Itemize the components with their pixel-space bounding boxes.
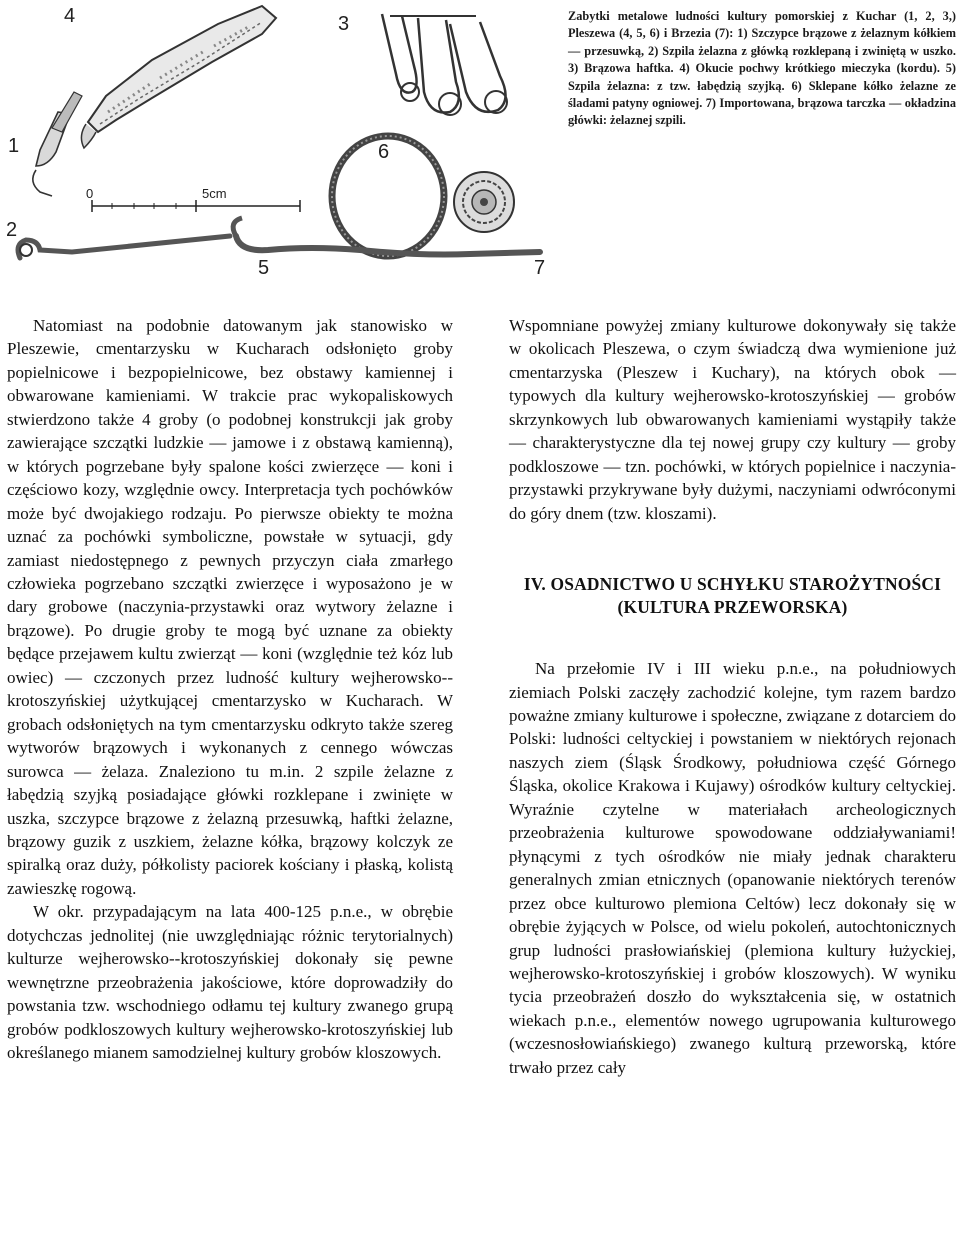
right-paragraph-1: Wspomniane powyżej zmiany kulturowe dokonywały się także w okolicach Pleszewa, o czym świadczą dwa wymienione już cmentarzyska (Pleszew i Kuchary), na których obok — typowych dla kultury wejherowsko-krotoszyńskiej — grobów skrzynkowych lub obwarowanych kamieniami wystąpiły także — charakterystyczne dla tej nowej grupy czy kultury — groby podkloszowe — tzn. pochówki, w których popielnice i naczynia-przystawki przykrywane były dużymi, naczyniami odwróconymi do góry dnem (tzw. kloszami). xyxy=(509,316,956,523)
left-paragraph-2: W okr. przypadającym na lata 400-125 p.n.e., w obrębie dotychczas jednolitej (nie uwzględniając różnic terytorialnych) kulturze wejherowsko--krotoszyńskiej dokonały się pewne wewnętrzne przeobrażenia jakościowe, które doprowadziły do powstania tzw. wschodniego odłamu tej kultury zwanego grupą grobów podkloszowych kultury wejherowsko-krotoszyńskiej lub określanego mianem samodzielnej kultury grobów kloszowych. xyxy=(7,902,453,1063)
left-column xyxy=(7,314,453,1065)
right-paragraph-2: Na przełomie IV i III wieku p.n.e., na południowych ziemiach Polski zaczęły zachodzić kolejne, tym razem bardzo poważne zmiany kulturowe i społeczne, związane z dotarciem do Polski: ludności celtyckiej i powstaniem w niektórych rejonach naszych ziem (Śląsk Środkowy, południowa część Górnego Śląska, okolice Krakowa i Kujawy) ośrodków kultury celtyckiej. Wyraźnie czytelne w materiałach archeologicznych przeobrażenia kulturowe spowodowane oddziaływaniami! płynącymi z tych ośrodków nie miały jednak charakteru generalnych zmian etnicznych (opanowanie niektórych terenów przez obce kulturowo plemiona Celtów) lecz dokonały się w obrębie żyjących w Polsce, od wielu pokoleń, autochtonicznych grup ludności prasłowiańskiej (plemiona kultury łużyckiej, wejherowsko-krotoszyńskiej i grobów kloszowych). W wyniku tycia przeobrażeń doszło do wykształcenia się, w ostatnich wiekach p.n.e., elementów nowego ugrupowania kulturowego (wczesnosłowiańskiego) zwanego kulturą przeworską, które trwało przez cały xyxy=(509,659,956,1077)
scabbard-fitting-drawing xyxy=(81,6,276,148)
scale-zero-label: 0 xyxy=(86,186,94,201)
artifacts-illustration xyxy=(0,0,560,285)
right-column xyxy=(509,314,956,1079)
figure-label-2: 2 xyxy=(6,219,18,241)
scale-bar xyxy=(86,186,300,212)
figure-label-4: 4 xyxy=(64,5,76,27)
figure-label-6: 6 xyxy=(378,141,390,163)
left-paragraph-1: Natomiast na podobnie datowanym jak stanowisko w Pleszewie, cmentarzysku w Kucharach odsłonięto groby popielnicowe i bezpopielnicowe, bez obstawy kamiennej i obwarowane kamieniami. W trakcie prac wykopaliskowych stwierdzono także 4 groby (o podobnej konstrukcji jak groby zawierające szczątki ludzkie — jamowe i z obstawą kamienną), w których pogrzebane były spalone kości zwierzęce — koni i częściowo kozy, względnie owcy. Interpretacja tych pochówków może być dwojakiego rodzaju. Po pierwsze obiekty te można uznać za pochówki symboliczne, powstałe w sytuacji, gdy zamiast niedostępnego z pewnych przyczyn ciała zmarłego człowieka pogrzebano szczątki zwierzęce i wyposażono je w dary grobowe (naczynia-przystawki oraz wytwory żelazne i brązowe). Po drugie groby te mogą być uznane za obiekty będące przejawem kultu zwierząt — koni (względnie też kóz lub owiec) — czczonych przez ludność kultury wejherowsko--krotoszyńskiej użytkującej cmentarzysko w Kucharach. W grobach odsłoniętych na tym cmentarzysku odkryto także szereg wytworów brązowych i wykonanych z cennego wówczas surowca — żelaza. Znaleziono tu m.in. 2 szpile żelazne z łabędzią szyjką posiadające główki rozklepane i zwinięte w uszka, szczypce brązowe z żelazną przesuwką, haftki żelazne, brązowy guzik z uszkiem, żelazne kółka, brązowy kolczyk ze spiralką oraz duży, półkolisty paciorek kościany i płaską, kolistą zawieszkę rogową. xyxy=(7,316,453,898)
section-heading: IV. OSADNICTWO U SCHYŁKU STAROŻYTNOŚCI (KULTURA PRZEWORSKA) xyxy=(523,574,942,618)
iron-pin-drawing xyxy=(18,236,230,258)
figure-label-3: 3 xyxy=(338,13,350,35)
figure-caption: Zabytki metalowe ludności kultury pomorskiej z Kuchar (1, 2, 3,) Pleszewa (4, 5, 6) i Brzezia (7): 1) Szczypce brązowe z żelaznym kółkiem — przesuwką, 2) Szpila żelazna z główką rozklepaną i zwiniętą w uszko. 3) Brązowa haftka. 4) Okucie pochwy krótkiego mieczyka (kordu). 5) Szpila żelazna: z tzw. łabędzią szyjką. 6) Sklepane kółko żelazne ze śladami patyny ogniowej. 7) Importowana, brązowa tarczka — okładzina główki: żelaznej szpili. xyxy=(568,9,956,128)
bronze-hook-drawing xyxy=(382,14,507,115)
tweezers-drawing xyxy=(33,92,82,196)
bronze-disc-drawing xyxy=(454,172,514,232)
figure-label-1: 1 xyxy=(8,135,20,157)
figure-label-7: 7 xyxy=(534,257,546,279)
scale-length-label: 5cm xyxy=(202,186,227,201)
figure-label-5: 5 xyxy=(258,257,270,279)
